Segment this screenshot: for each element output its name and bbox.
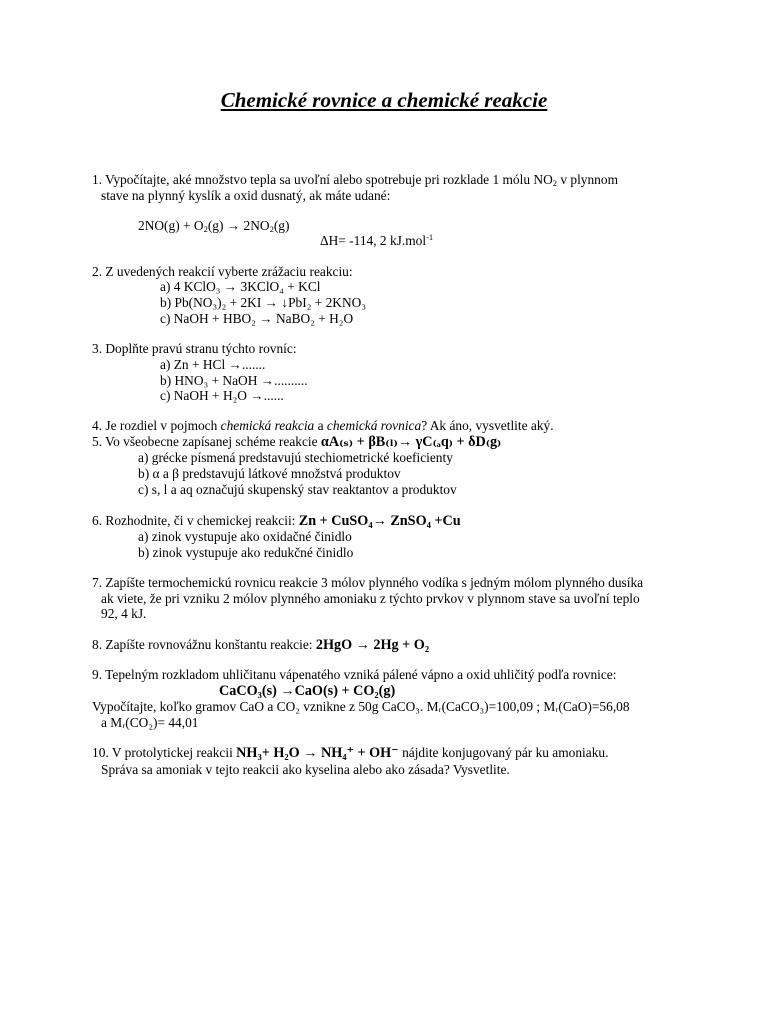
q7-line2: ak viete, že pri vzniku 2 mólov plynného amoniaku z týchto prvkov v plynnom stave sa uvoľní teplo [101,591,640,606]
q1-enthalpy: ΔH= -114, 2 kJ.mol$^{-1}$ [320,232,434,248]
q9-line3: a Mᵣ(CO₂)= 44,01 [101,715,199,730]
q3-item-b: b) HNO₃ + NaOH →.......... [160,373,308,388]
q1-line1: 1. Vypočítajte, aké množstvo tepla sa uvoľní alebo spotrebuje pri rozklade 1 mólu $NO_2$ v plynnom [92,172,618,188]
q10-line1: 10. V protolytickej reakcii NH₃+ H₂O → NH₄⁺ + OH⁻ nájdite konjugovaný pár ku amoniaku. [92,745,609,761]
q6-item-b: b) zinok vystupuje ako redukčné činidlo [138,545,354,560]
q5-text: 5. Vo všeobecne zapísanej schéme reakcie αA₍ₛ₎ + βB₍ₗ₎→ γC₍ₐq₎ + δD₍g₎ [92,434,502,450]
q1-equation: $2NO(g) + O_2(g) \to 2NO_2(g)$ [138,218,290,234]
q10-equation: NH₃+ H₂O → NH₄⁺ + OH⁻ [236,745,399,761]
q2-option-a: a) 4 KClO₃ → 3KClO₄ + KCl [160,279,321,294]
q9-line2: Vypočítajte, koľko gramov CaO a CO₂ vznikne z 50g CaCO₃. Mᵣ(CaCO₃)=100,09 ; Mᵣ(CaO)=56,08 [92,699,630,714]
q6-text: 6. Rozhodnite, či v chemickej reakcii: Zn + CuSO₄→ ZnSO₄ +Cu [92,513,461,529]
q6-equation: Zn + CuSO₄→ ZnSO₄ +Cu [298,513,461,529]
q5-scheme: αA₍ₛ₎ + βB₍ₗ₎→ γC₍ₐq₎ + δD₍g₎ [320,434,502,450]
q9-line1: 9. Tepelným rozkladom uhličitanu vápenatého vzniká pálené vápno a oxid uhličitý podľa rovnice: [92,667,617,682]
q1-line2: stave na plynný kyslík a oxid dusnatý, ak máte udané: [101,188,391,203]
q2-option-c: c) NaOH + HBO₂ → NaBO₂ + H₂O [160,311,354,326]
q4-text: 4. Je rozdiel v pojmoch chemická reakcia a chemická rovnica? Ak áno, vysvetlite aký. [92,418,554,433]
q6-item-a: a) zinok vystupuje ako oxidačné činidlo [138,529,352,544]
page-title: Chemické rovnice a chemické reakcie [220,88,548,112]
q3-text: 3. Doplňte pravú stranu týchto rovníc: [92,341,297,356]
q7-line3: 92, 4 kJ. [101,606,147,621]
q10-line2: Správa sa amoniak v tejto reakcii ako kyselina alebo ako zásada? Vysvetlite. [101,762,510,777]
q5-item-a: a) grécke písmená predstavujú stechiometrické koeficienty [138,450,453,465]
q5-item-c: c) s, l a aq označujú skupenský stav reaktantov a produktov [138,482,457,497]
q3-item-c: c) NaOH + H₂O →...... [160,388,284,403]
q3-item-a: a) Zn + HCl →....... [160,357,266,372]
q8-equation: 2HgO → 2Hg + O₂ [315,637,430,653]
q5-item-b: b) α a β predstavujú látkové množstvá produktov [138,466,401,481]
q8-text: 8. Zapíšte rovnovážnu konštantu reakcie: 2HgO → 2Hg + O₂ [92,637,430,653]
q7-line1: 7. Zapíšte termochemickú rovnicu reakcie 3 mólov plynného vodíka s jedným mólom plynného dusíka [92,575,644,590]
q2-text: 2. Z uvedených reakcií vyberte zrážaciu reakciu: [92,264,353,279]
q2-option-b: b) Pb(NO₃)₂ + 2KI → ↓PbI₂ + 2KNO₃ [160,295,366,310]
q9-equation: CaCO₃(s) →CaO(s) + CO₂(g) [219,683,396,699]
